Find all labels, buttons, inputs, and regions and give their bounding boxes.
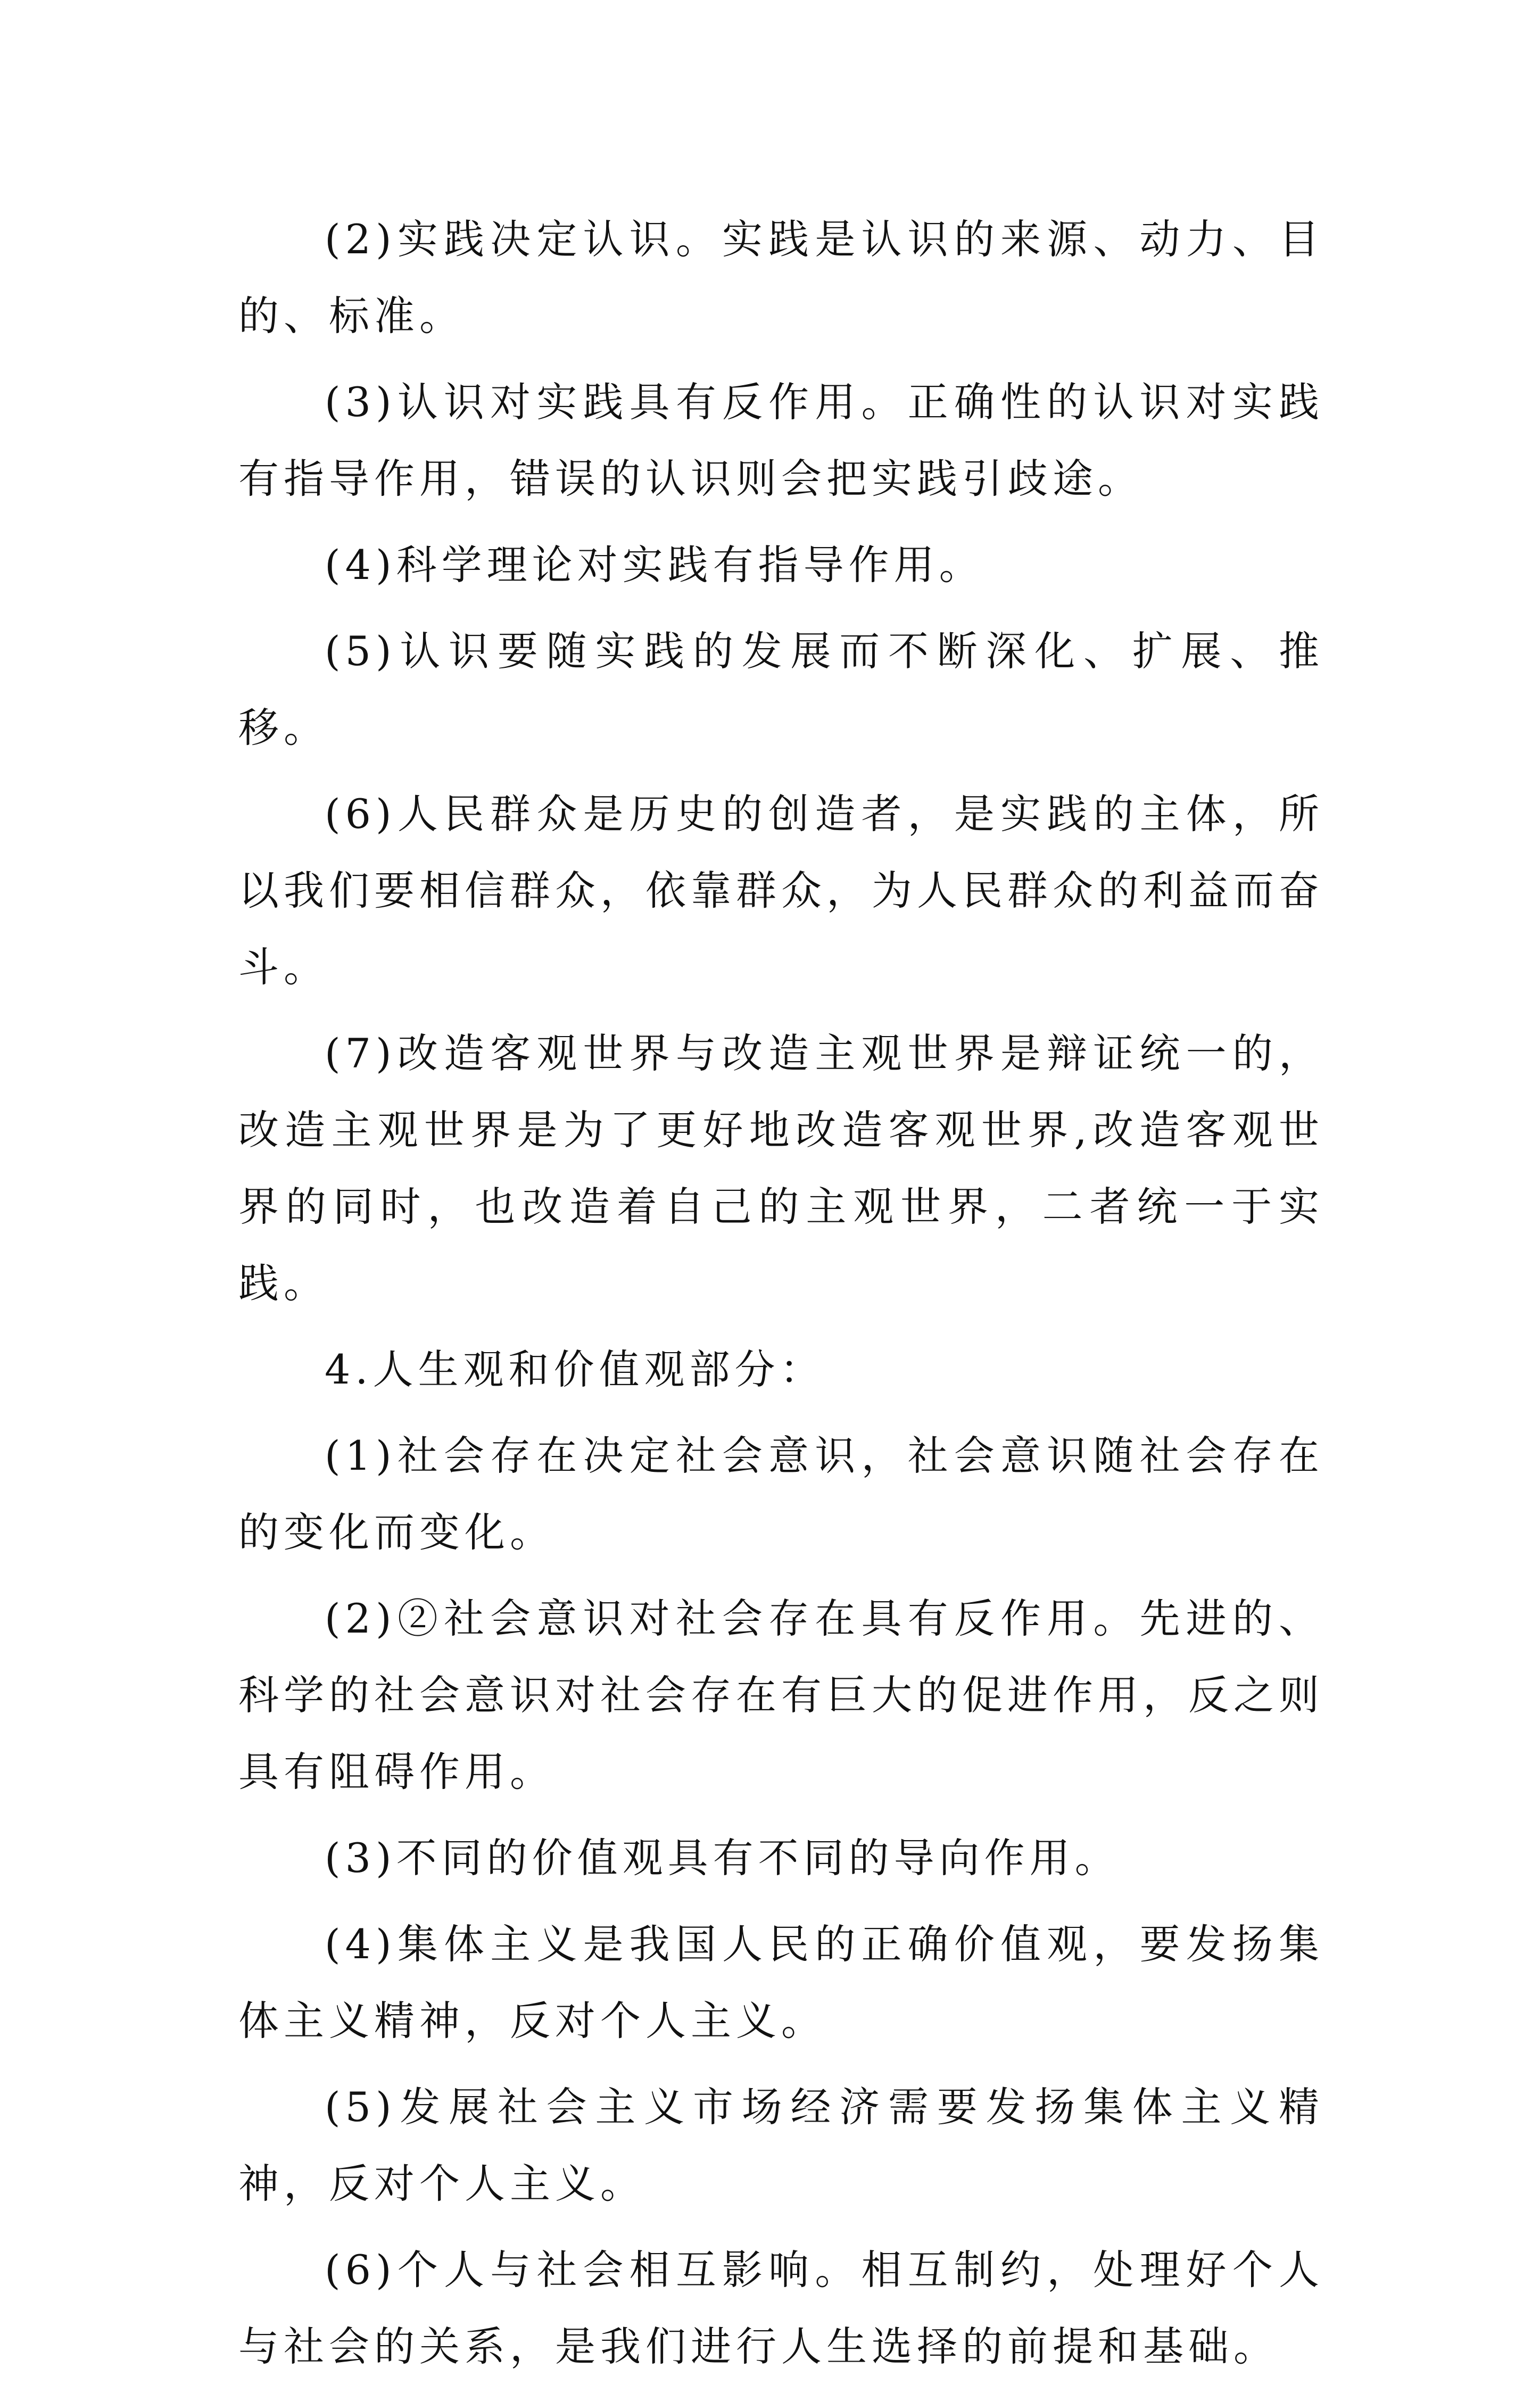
section-heading: 4.人生观和价值观部分： — [325, 1346, 825, 1393]
paragraph: (4)集体主义是我国人民的正确价值观，要发扬集体主义精神，反对个人主义。 — [238, 1920, 1324, 2044]
paragraph: (3)认识对实践具有反作用。正确性的认识对实践有指导作用，错误的认识则会把实践引歧途。 — [238, 378, 1324, 502]
paragraph: (3)不同的价值观具有不同的导向作用。 — [325, 1834, 1120, 1882]
paragraph: (4)科学理论对实践有指导作用。 — [325, 541, 984, 589]
paragraph: (5)发展社会主义市场经济需要发扬集体主义精神，反对个人主义。 — [238, 2083, 1324, 2207]
paragraph: (7)改造客观世界与改造主观世界是辩证统一的，改造主观世界是为了更好地改造客观世界,改造客观世界的同时，也改造着自己的主观世界，二者统一于实践。 — [238, 1030, 1324, 1307]
paragraph: (1)社会存在决定社会意识，社会意识随社会存在的变化而变化。 — [238, 1432, 1324, 1556]
paragraph: (6)个人与社会相互影响。相互制约，处理好个人与社会的关系，是我们进行人生选择的前提和基础。 — [238, 2246, 1324, 2370]
paragraph: (5)认识要随实践的发展而不断深化、扩展、推移。 — [238, 627, 1324, 751]
paragraph: (2)实践决定认识。实践是认识的来源、动力、目的、标准。 — [238, 216, 1324, 339]
document-body — [238, 201, 1324, 2385]
paragraph: (2)②社会意识对社会存在具有反作用。先进的、科学的社会意识对社会存在有巨大的促进作用，反之则具有阻碍作用。 — [238, 1595, 1324, 1795]
paragraph: (6)人民群众是历史的创造者，是实践的主体，所以我们要相信群众，依靠群众，为人民群众的利益而奋斗。 — [238, 790, 1324, 991]
